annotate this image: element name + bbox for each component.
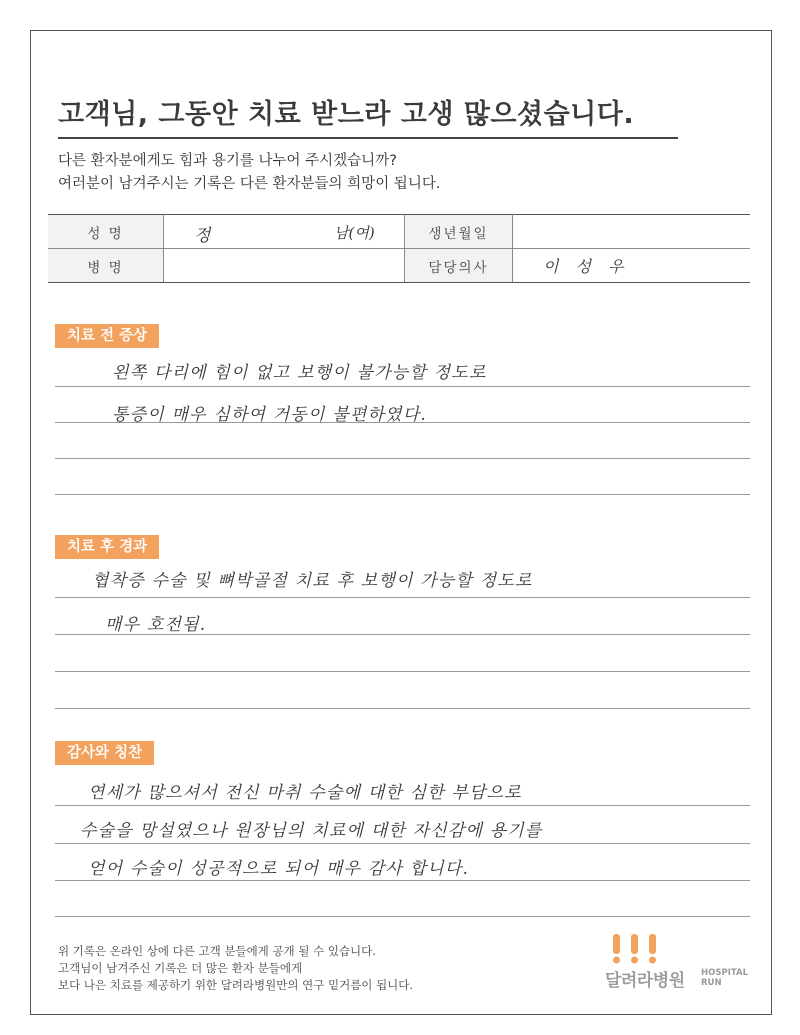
birth-label: 생년월일 bbox=[405, 215, 513, 249]
after-line-2: 매우 호전됨. bbox=[105, 615, 207, 635]
doctor-field[interactable]: 이 성 우 bbox=[513, 249, 751, 283]
rule-line bbox=[55, 458, 750, 459]
rule-line bbox=[55, 386, 750, 387]
section-before-badge: 치료 전 증상 bbox=[55, 324, 159, 348]
rule-line bbox=[55, 422, 750, 423]
after-line-1: 협착증 수술 및 뼈박골절 치료 후 보행이 가능할 정도로 bbox=[92, 571, 533, 591]
thanks-line-3: 얻어 수술이 성공적으로 되어 매우 감사 합니다. bbox=[88, 859, 470, 879]
page-title: 고객님, 그동안 치료 받느라 고생 많으셨습니다. bbox=[58, 92, 678, 139]
thanks-line-1: 연세가 많으셔서 전신 마취 수술에 대한 심한 부담으로 bbox=[88, 783, 522, 803]
rule-line bbox=[55, 634, 750, 635]
rule-line bbox=[55, 880, 750, 881]
gender-value: 남(여) bbox=[334, 224, 375, 242]
rule-line bbox=[55, 494, 750, 495]
section-after-badge: 치료 후 경과 bbox=[55, 535, 159, 559]
disease-field[interactable] bbox=[164, 249, 405, 283]
intro-line-1: 다른 환자분에게도 힘과 용기를 나누어 주시겠습니까? bbox=[58, 153, 397, 169]
rule-line bbox=[55, 805, 750, 806]
rule-line bbox=[55, 916, 750, 917]
logo-en-line-2: RUN bbox=[701, 978, 722, 988]
disease-label: 병 명 bbox=[48, 249, 164, 283]
hospital-logo bbox=[605, 932, 755, 994]
name-label: 성 명 bbox=[48, 215, 164, 249]
section-thanks-badge: 감사와 칭찬 bbox=[55, 741, 154, 765]
exclamation-marks-icon bbox=[607, 932, 667, 966]
intro-text bbox=[58, 150, 440, 196]
thanks-line-2: 수술을 망설였으나 원장님의 치료에 대한 자신감에 용기를 bbox=[80, 821, 543, 841]
footer-note bbox=[58, 943, 413, 994]
doctor-label: 담당의사 bbox=[405, 249, 513, 283]
patient-info-table bbox=[48, 214, 750, 283]
footer-line-2: 고객님이 남겨주신 기록은 더 많은 환자 분들에게 bbox=[58, 961, 303, 975]
birth-field[interactable] bbox=[513, 215, 751, 249]
intro-line-2: 여러분이 남겨주시는 기록은 다른 환자분들의 희망이 됩니다. bbox=[58, 176, 441, 192]
logo-name: 달려라병원 bbox=[605, 971, 685, 991]
logo-english bbox=[701, 968, 748, 988]
rule-line bbox=[55, 671, 750, 672]
rule-line bbox=[55, 843, 750, 844]
footer-line-1: 위 기록은 온라인 상에 다른 고객 분들에게 공개 될 수 있습니다. bbox=[58, 944, 376, 958]
rule-line bbox=[55, 597, 750, 598]
before-line-2: 통증이 매우 심하여 거동이 불편하였다. bbox=[112, 405, 427, 425]
before-line-1: 왼쪽 다리에 힘이 없고 보행이 불가능할 정도로 bbox=[112, 363, 487, 383]
logo-en-line-1: HOSPITAL bbox=[701, 968, 748, 978]
footer-line-3: 보다 나은 치료를 제공하기 위한 달려라병원만의 연구 밑거름이 됩니다. bbox=[58, 978, 414, 992]
name-value: 정 bbox=[194, 226, 211, 246]
name-field[interactable] bbox=[164, 215, 405, 249]
rule-line bbox=[55, 708, 750, 709]
